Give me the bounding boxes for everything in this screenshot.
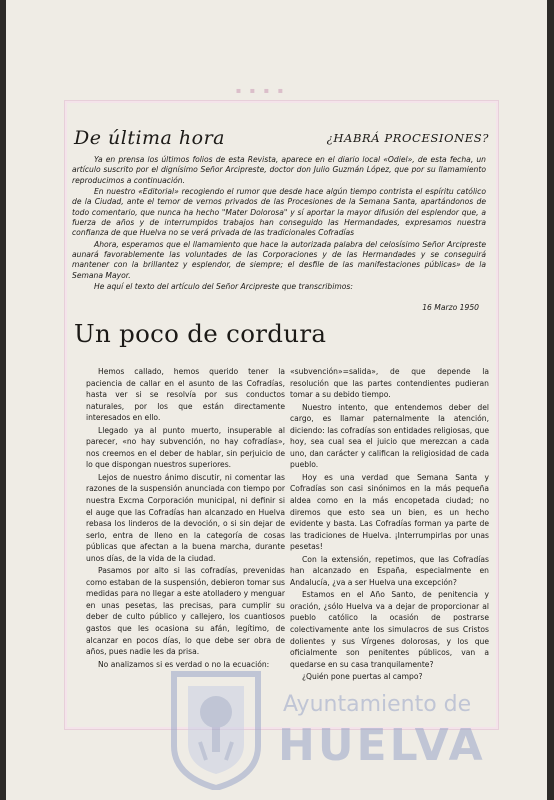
article-paragraph: Nuestro intento, que entendemos deber del cargo, es llamar paternalmente la atención, diciendo: las cofradías son entidades religiosas, que hoy, sea cual sea el juicio que merezcan a cada uno, dan carácter y califican la religiosidad de cada pueblo. <box>290 402 489 470</box>
article-paragraph: Estamos en el Año Santo, de penitencia y oración, ¿sólo Huelva va a dejar de proporcionar al pueblo católico la ocasión de postrarse colectivamente ante los simulacros de sus Cristos dolientes y sus Vírgenes dolorosas, y los que oficialmente son penitentes públicos, van a quedarse en su casa tranquilamente? <box>290 590 489 669</box>
watermark-line1: Ayuntamiento de <box>283 692 472 717</box>
article-paragraph: Pasamos por alto si las cofradías, prevenidas como estaban de la suspensión, debieron tomar sus medidas para no llegar a este atolladero y menguar en unas pesetas, las precisas, para cumplir su deber de culto público y callejero, los cuantiosos gastos que les ocasiona su afán, legítimo, de alcanzar en pocos días, lo que debe ser obra de años, pues nadie les da prisa. <box>86 566 285 657</box>
intro-paragraph: En nuestro «Editorial» recogiendo el rumor que desde hace algún tiempo contrista el espíritu católico de la Ciudad, ante el temor de vernos privados de las Procesiones de la Semana Santa, apartándonos de todo comentario, que nunca ha hecho "Mater Dolorosa" y sí aportar la mayor difusión del esplendor que, a fuerza de años y de interrumpidos trabajos han conseguido las Hermandades, expresamos nuestra confianza de que Huelva no se verá privada de las tradicionales Cofradías <box>72 187 486 238</box>
intro-paragraph: He aquí el texto del artículo del Señor Arcipreste que transcribimos: <box>94 282 353 292</box>
city-seal-icon <box>166 668 266 790</box>
article-right-column <box>290 366 489 684</box>
article-paragraph: ¿Quién pone puertas al campo? <box>302 672 423 682</box>
section-question: ¿HABRÁ PROCESIONES? <box>326 131 489 145</box>
intro-paragraph: Ahora, esperamos que el llamamiento que hace la autorizada palabra del celosísimo Señor Arcipreste aunará favorablemente las voluntades de las Corporaciones y de las Hermandades y se conseguirá mantener con la brillantez y esplendor, de siempre; el desfile de las manifestaciones públicas» de la Semana Mayor. <box>72 239 486 280</box>
intro-block <box>72 155 486 293</box>
watermark-line2: HUELVA <box>278 720 486 771</box>
article-paragraph: Hemos callado, hemos querido tener la paciencia de callar en el asunto de las Cofradías, hasta ver si se resolvía por sus conductos naturales, por los que están directamente interesados en ello. <box>86 367 285 423</box>
bleed-through-text: ▪ ▪ ▪ ▪ <box>235 86 287 95</box>
article-paragraph: Lejos de nuestro ánimo discutir, ni comentar las razones de la suspensión anunciada con tiempo por nuestra Excma Corporación municipal, ni definir si el auge que las Cofradías han alcanzado en Huelva rebasa los linderos de la devoción, o si sin dejar de serlo, entra de lleno en la categoría de cosas públicas que afectan a la buena marcha, durante unos días, de la vida de la ciudad. <box>86 472 285 563</box>
article-paragraph: Hoy es una verdad que Semana Santa y Cofradías son casi sinónimos en la más pequeña aldea como en la más encopetada ciudad; no diremos que esto sea un bien, es un hecho evidente y basta. Las Cofradías forman ya parte de las tradiciones de Huelva. ¡Interrumpirlas por unas pesetas! <box>290 472 489 552</box>
article-paragraph: Llegado ya al punto muerto, insuperable al parecer, «no hay subvención, no hay cofradías», nos creemos en el deber de hablar, sin perjuicio de lo que dispongan nuestros superiores. <box>86 425 285 470</box>
section-header <box>74 127 489 147</box>
article-title: Un poco de cordura <box>74 319 327 348</box>
intro-paragraph: Ya en prensa los últimos folios de esta Revista, aparece en el diario local «Odiel», de esta fecha, un artículo suscrito por el dignísimo Señor Arcipreste, doctor don Julio Guzmán López, que por su llamamiento reproducimos a continuación. <box>72 155 486 185</box>
magazine-page <box>6 0 547 800</box>
article-paragraph-continuation: «subvención»=salida», de que depende la resolución que las partes contendientes pudieran tomar a su debido tiempo. <box>290 367 489 400</box>
article-paragraph: No analizamos si es verdad o no la ecuación: <box>98 659 270 669</box>
archive-watermark <box>166 668 486 788</box>
article-paragraph: Con la extensión, repetimos, que las Cofradías han alcanzado en España, especialmente en Andalucía, ¿va a ser Huelva una excepción? <box>290 554 489 587</box>
article-left-column <box>86 366 285 671</box>
article-date: 16 Marzo 1950 <box>422 303 479 312</box>
section-title: De última hora <box>74 127 226 149</box>
